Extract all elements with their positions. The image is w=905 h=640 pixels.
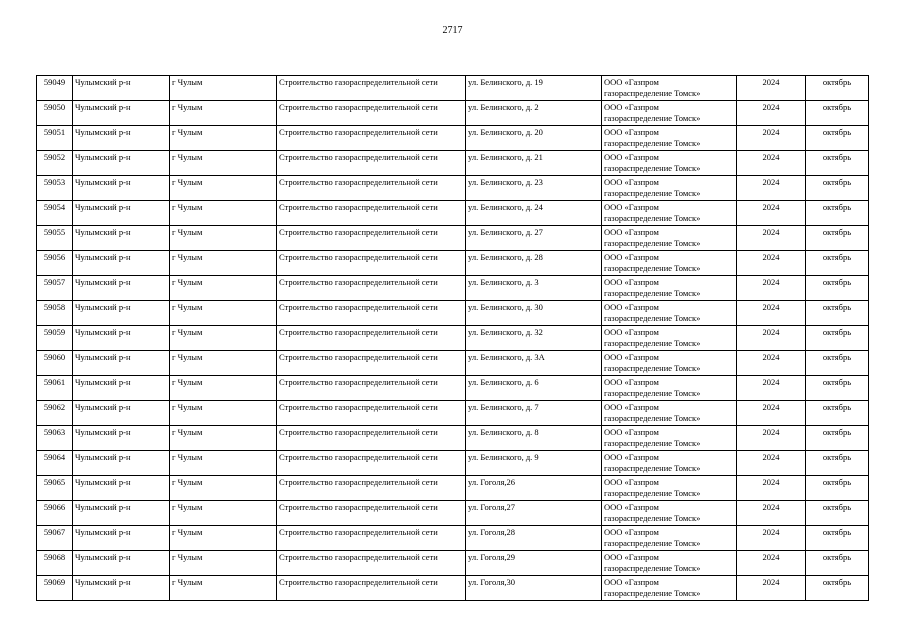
- work-type-cell: Строительство газораспределительной сети: [277, 326, 466, 351]
- locality-cell: г Чулым: [170, 151, 277, 176]
- row-number-cell: 59067: [37, 526, 73, 551]
- month-cell: октябрь: [806, 576, 869, 601]
- organization-cell: [602, 76, 737, 101]
- locality-cell: г Чулым: [170, 476, 277, 501]
- district-cell: Чулымский р-н: [73, 101, 170, 126]
- year-cell: 2024: [737, 551, 806, 576]
- locality-cell: г Чулым: [170, 226, 277, 251]
- locality-cell: г Чулым: [170, 301, 277, 326]
- locality-cell: г Чулым: [170, 351, 277, 376]
- table-row: [37, 151, 869, 176]
- district-cell: Чулымский р-н: [73, 226, 170, 251]
- month-cell: октябрь: [806, 526, 869, 551]
- address-cell: ул. Белинского, д. 7: [466, 401, 602, 426]
- organization-line-1: ООО «Газпром: [604, 202, 659, 212]
- month-cell: октябрь: [806, 301, 869, 326]
- work-type-cell: Строительство газораспределительной сети: [277, 251, 466, 276]
- row-number-cell: 59060: [37, 351, 73, 376]
- address-cell: ул. Белинского, д. 9: [466, 451, 602, 476]
- data-table: [36, 75, 869, 601]
- row-number-cell: 59050: [37, 101, 73, 126]
- year-cell: 2024: [737, 251, 806, 276]
- work-type-cell: Строительство газораспределительной сети: [277, 351, 466, 376]
- organization-cell: [602, 151, 737, 176]
- organization-line-2: газораспределение Томск»: [604, 413, 701, 423]
- organization-line-1: ООО «Газпром: [604, 577, 659, 587]
- district-cell: Чулымский р-н: [73, 576, 170, 601]
- year-cell: 2024: [737, 201, 806, 226]
- organization-cell: [602, 426, 737, 451]
- year-cell: 2024: [737, 426, 806, 451]
- year-cell: 2024: [737, 176, 806, 201]
- work-type-cell: Строительство газораспределительной сети: [277, 226, 466, 251]
- year-cell: 2024: [737, 276, 806, 301]
- row-number-cell: 59053: [37, 176, 73, 201]
- organization-line-1: ООО «Газпром: [604, 552, 659, 562]
- year-cell: 2024: [737, 501, 806, 526]
- month-cell: октябрь: [806, 476, 869, 501]
- locality-cell: г Чулым: [170, 501, 277, 526]
- address-cell: ул. Белинского, д. 24: [466, 201, 602, 226]
- address-cell: ул. Гоголя,28: [466, 526, 602, 551]
- address-cell: ул. Белинского, д. 21: [466, 151, 602, 176]
- organization-cell: [602, 201, 737, 226]
- organization-line-1: ООО «Газпром: [604, 77, 659, 87]
- row-number-cell: 59063: [37, 426, 73, 451]
- work-type-cell: Строительство газораспределительной сети: [277, 301, 466, 326]
- row-number-cell: 59055: [37, 226, 73, 251]
- organization-cell: [602, 301, 737, 326]
- work-type-cell: Строительство газораспределительной сети: [277, 176, 466, 201]
- organization-line-1: ООО «Газпром: [604, 477, 659, 487]
- locality-cell: г Чулым: [170, 576, 277, 601]
- month-cell: октябрь: [806, 451, 869, 476]
- table-body: [37, 76, 869, 601]
- row-number-cell: 59062: [37, 401, 73, 426]
- month-cell: октябрь: [806, 551, 869, 576]
- organization-line-2: газораспределение Томск»: [604, 388, 701, 398]
- organization-cell: [602, 276, 737, 301]
- row-number-cell: 59061: [37, 376, 73, 401]
- district-cell: Чулымский р-н: [73, 151, 170, 176]
- organization-line-1: ООО «Газпром: [604, 352, 659, 362]
- district-cell: Чулымский р-н: [73, 201, 170, 226]
- organization-line-1: ООО «Газпром: [604, 227, 659, 237]
- address-cell: ул. Белинского, д. 20: [466, 126, 602, 151]
- month-cell: октябрь: [806, 326, 869, 351]
- organization-line-2: газораспределение Томск»: [604, 438, 701, 448]
- locality-cell: г Чулым: [170, 451, 277, 476]
- table-row: [37, 251, 869, 276]
- district-cell: Чулымский р-н: [73, 176, 170, 201]
- organization-cell: [602, 476, 737, 501]
- organization-line-1: ООО «Газпром: [604, 252, 659, 262]
- table-row: [37, 376, 869, 401]
- address-cell: ул. Белинского, д. 6: [466, 376, 602, 401]
- address-cell: ул. Белинского, д. 28: [466, 251, 602, 276]
- row-number-cell: 59054: [37, 201, 73, 226]
- organization-line-1: ООО «Газпром: [604, 127, 659, 137]
- organization-line-2: газораспределение Томск»: [604, 138, 701, 148]
- month-cell: октябрь: [806, 151, 869, 176]
- month-cell: октябрь: [806, 176, 869, 201]
- district-cell: Чулымский р-н: [73, 426, 170, 451]
- work-type-cell: Строительство газораспределительной сети: [277, 576, 466, 601]
- year-cell: 2024: [737, 476, 806, 501]
- work-type-cell: Строительство газораспределительной сети: [277, 451, 466, 476]
- year-cell: 2024: [737, 526, 806, 551]
- work-type-cell: Строительство газораспределительной сети: [277, 126, 466, 151]
- month-cell: октябрь: [806, 351, 869, 376]
- year-cell: 2024: [737, 76, 806, 101]
- organization-line-2: газораспределение Томск»: [604, 488, 701, 498]
- organization-line-1: ООО «Газпром: [604, 452, 659, 462]
- district-cell: Чулымский р-н: [73, 451, 170, 476]
- organization-line-2: газораспределение Томск»: [604, 163, 701, 173]
- organization-line-2: газораспределение Томск»: [604, 313, 701, 323]
- organization-cell: [602, 401, 737, 426]
- table-row: [37, 476, 869, 501]
- row-number-cell: 59059: [37, 326, 73, 351]
- table-row: [37, 301, 869, 326]
- work-type-cell: Строительство газораспределительной сети: [277, 401, 466, 426]
- work-type-cell: Строительство газораспределительной сети: [277, 201, 466, 226]
- table-row: [37, 351, 869, 376]
- organization-cell: [602, 101, 737, 126]
- locality-cell: г Чулым: [170, 426, 277, 451]
- year-cell: 2024: [737, 151, 806, 176]
- address-cell: ул. Белинского, д. 3: [466, 276, 602, 301]
- district-cell: Чулымский р-н: [73, 551, 170, 576]
- month-cell: октябрь: [806, 251, 869, 276]
- organization-cell: [602, 551, 737, 576]
- locality-cell: г Чулым: [170, 201, 277, 226]
- table-row: [37, 276, 869, 301]
- month-cell: октябрь: [806, 201, 869, 226]
- month-cell: октябрь: [806, 126, 869, 151]
- work-type-cell: Строительство газораспределительной сети: [277, 526, 466, 551]
- table-row: [37, 526, 869, 551]
- locality-cell: г Чулым: [170, 276, 277, 301]
- locality-cell: г Чулым: [170, 326, 277, 351]
- organization-line-1: ООО «Газпром: [604, 527, 659, 537]
- organization-cell: [602, 326, 737, 351]
- table-row: [37, 101, 869, 126]
- table-row: [37, 426, 869, 451]
- district-cell: Чулымский р-н: [73, 326, 170, 351]
- organization-line-2: газораспределение Томск»: [604, 588, 701, 598]
- district-cell: Чулымский р-н: [73, 401, 170, 426]
- work-type-cell: Строительство газораспределительной сети: [277, 501, 466, 526]
- address-cell: ул. Белинского, д. 19: [466, 76, 602, 101]
- year-cell: 2024: [737, 326, 806, 351]
- table-row: [37, 201, 869, 226]
- row-number-cell: 59068: [37, 551, 73, 576]
- organization-cell: [602, 376, 737, 401]
- organization-line-2: газораспределение Томск»: [604, 263, 701, 273]
- work-type-cell: Строительство газораспределительной сети: [277, 151, 466, 176]
- row-number-cell: 59058: [37, 301, 73, 326]
- month-cell: октябрь: [806, 276, 869, 301]
- year-cell: 2024: [737, 101, 806, 126]
- organization-line-1: ООО «Газпром: [604, 327, 659, 337]
- organization-line-2: газораспределение Томск»: [604, 513, 701, 523]
- organization-line-2: газораспределение Томск»: [604, 563, 701, 573]
- row-number-cell: 59066: [37, 501, 73, 526]
- district-cell: Чулымский р-н: [73, 301, 170, 326]
- locality-cell: г Чулым: [170, 526, 277, 551]
- address-cell: ул. Белинского, д. 30: [466, 301, 602, 326]
- address-cell: ул. Белинского, д. 32: [466, 326, 602, 351]
- organization-line-2: газораспределение Томск»: [604, 238, 701, 248]
- year-cell: 2024: [737, 351, 806, 376]
- row-number-cell: 59064: [37, 451, 73, 476]
- year-cell: 2024: [737, 576, 806, 601]
- address-cell: ул. Белинского, д. 23: [466, 176, 602, 201]
- organization-line-2: газораспределение Томск»: [604, 113, 701, 123]
- year-cell: 2024: [737, 401, 806, 426]
- address-cell: ул. Белинского, д. 2: [466, 101, 602, 126]
- organization-cell: [602, 576, 737, 601]
- locality-cell: г Чулым: [170, 251, 277, 276]
- organization-line-2: газораспределение Томск»: [604, 188, 701, 198]
- district-cell: Чулымский р-н: [73, 351, 170, 376]
- month-cell: октябрь: [806, 76, 869, 101]
- row-number-cell: 59052: [37, 151, 73, 176]
- organization-cell: [602, 351, 737, 376]
- year-cell: 2024: [737, 226, 806, 251]
- address-cell: ул. Белинского, д. 27: [466, 226, 602, 251]
- district-cell: Чулымский р-н: [73, 76, 170, 101]
- organization-line-2: газораспределение Томск»: [604, 463, 701, 473]
- locality-cell: г Чулым: [170, 551, 277, 576]
- table-row: [37, 176, 869, 201]
- work-type-cell: Строительство газораспределительной сети: [277, 101, 466, 126]
- work-type-cell: Строительство газораспределительной сети: [277, 476, 466, 501]
- locality-cell: г Чулым: [170, 101, 277, 126]
- address-cell: ул. Гоголя,27: [466, 501, 602, 526]
- locality-cell: г Чулым: [170, 176, 277, 201]
- organization-line-1: ООО «Газпром: [604, 102, 659, 112]
- organization-line-1: ООО «Газпром: [604, 502, 659, 512]
- district-cell: Чулымский р-н: [73, 251, 170, 276]
- month-cell: октябрь: [806, 376, 869, 401]
- address-cell: ул. Гоголя,30: [466, 576, 602, 601]
- organization-cell: [602, 451, 737, 476]
- district-cell: Чулымский р-н: [73, 126, 170, 151]
- year-cell: 2024: [737, 126, 806, 151]
- organization-line-2: газораспределение Томск»: [604, 363, 701, 373]
- work-type-cell: Строительство газораспределительной сети: [277, 426, 466, 451]
- address-cell: ул. Белинского, д. 3А: [466, 351, 602, 376]
- locality-cell: г Чулым: [170, 126, 277, 151]
- organization-cell: [602, 226, 737, 251]
- organization-line-2: газораспределение Томск»: [604, 288, 701, 298]
- district-cell: Чулымский р-н: [73, 376, 170, 401]
- organization-cell: [602, 526, 737, 551]
- organization-cell: [602, 501, 737, 526]
- table-row: [37, 501, 869, 526]
- district-cell: Чулымский р-н: [73, 476, 170, 501]
- page-number: 2717: [442, 25, 463, 36]
- table-row: [37, 126, 869, 151]
- row-number-cell: 59056: [37, 251, 73, 276]
- row-number-cell: 59051: [37, 126, 73, 151]
- table-row: [37, 326, 869, 351]
- organization-line-1: ООО «Газпром: [604, 177, 659, 187]
- year-cell: 2024: [737, 376, 806, 401]
- row-number-cell: 59057: [37, 276, 73, 301]
- organization-line-1: ООО «Газпром: [604, 277, 659, 287]
- locality-cell: г Чулым: [170, 401, 277, 426]
- organization-line-2: газораспределение Томск»: [604, 88, 701, 98]
- work-type-cell: Строительство газораспределительной сети: [277, 276, 466, 301]
- locality-cell: г Чулым: [170, 376, 277, 401]
- table-row: [37, 226, 869, 251]
- row-number-cell: 59069: [37, 576, 73, 601]
- organization-cell: [602, 176, 737, 201]
- table-row: [37, 576, 869, 601]
- table-row: [37, 76, 869, 101]
- organization-line-1: ООО «Газпром: [604, 427, 659, 437]
- table-row: [37, 551, 869, 576]
- district-cell: Чулымский р-н: [73, 501, 170, 526]
- locality-cell: г Чулым: [170, 76, 277, 101]
- organization-line-2: газораспределение Томск»: [604, 213, 701, 223]
- district-cell: Чулымский р-н: [73, 526, 170, 551]
- organization-line-2: газораспределение Томск»: [604, 538, 701, 548]
- address-cell: ул. Гоголя,29: [466, 551, 602, 576]
- organization-line-1: ООО «Газпром: [604, 377, 659, 387]
- work-type-cell: Строительство газораспределительной сети: [277, 376, 466, 401]
- address-cell: ул. Белинского, д. 8: [466, 426, 602, 451]
- year-cell: 2024: [737, 451, 806, 476]
- organization-line-1: ООО «Газпром: [604, 402, 659, 412]
- work-type-cell: Строительство газораспределительной сети: [277, 76, 466, 101]
- organization-line-1: ООО «Газпром: [604, 152, 659, 162]
- organization-cell: [602, 126, 737, 151]
- table-row: [37, 451, 869, 476]
- month-cell: октябрь: [806, 426, 869, 451]
- row-number-cell: 59049: [37, 76, 73, 101]
- organization-cell: [602, 251, 737, 276]
- month-cell: октябрь: [806, 501, 869, 526]
- month-cell: октябрь: [806, 401, 869, 426]
- row-number-cell: 59065: [37, 476, 73, 501]
- month-cell: октябрь: [806, 101, 869, 126]
- year-cell: 2024: [737, 301, 806, 326]
- organization-line-1: ООО «Газпром: [604, 302, 659, 312]
- table-row: [37, 401, 869, 426]
- work-type-cell: Строительство газораспределительной сети: [277, 551, 466, 576]
- organization-line-2: газораспределение Томск»: [604, 338, 701, 348]
- address-cell: ул. Гоголя,26: [466, 476, 602, 501]
- district-cell: Чулымский р-н: [73, 276, 170, 301]
- month-cell: октябрь: [806, 226, 869, 251]
